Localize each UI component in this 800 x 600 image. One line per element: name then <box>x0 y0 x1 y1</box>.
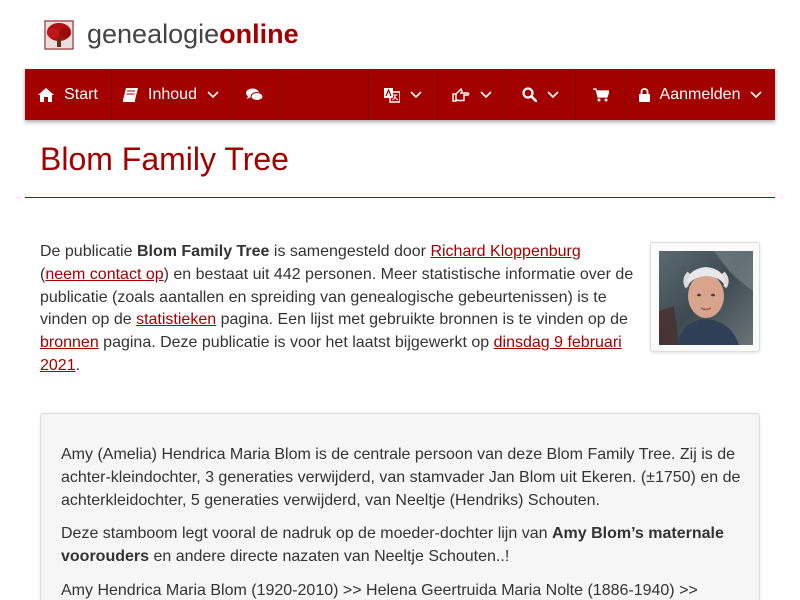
description-paragraph-3: Amy Hendrica Maria Blom (1920-2010) >> Helena Geertruida Maria Nolte (1886-1940) >> <box>61 581 698 599</box>
intro-text-7: . <box>75 356 81 374</box>
brand-part-genealogie: genealogie <box>87 19 220 49</box>
chevron-down-icon <box>480 91 492 99</box>
nav-inhoud-label: Inhoud <box>148 85 197 103</box>
nav-aanmelden-label: Aanmelden <box>659 85 741 103</box>
intro-text-6: pagina. Deze publicatie is voor het laatst bijgewerkt op <box>98 334 494 352</box>
author-photo[interactable] <box>659 251 753 345</box>
publication-intro <box>40 241 640 378</box>
main-navbar <box>25 69 775 120</box>
translate-icon <box>384 87 400 103</box>
author-photo-frame <box>650 242 760 352</box>
nav-actions[interactable] <box>438 69 506 120</box>
nav-aanmelden[interactable] <box>626 69 775 120</box>
book-icon <box>123 88 138 102</box>
home-icon <box>38 88 54 102</box>
nav-language[interactable] <box>369 69 438 120</box>
nav-cart[interactable] <box>576 69 626 120</box>
intro-text-5: pagina. Een lijst met gebruikte bronnen is te vinden op de <box>216 311 628 329</box>
site-header <box>0 0 800 69</box>
nav-inhoud[interactable] <box>112 69 231 120</box>
nav-chat[interactable] <box>231 69 279 120</box>
tree-logo-icon[interactable] <box>44 20 74 50</box>
author-link[interactable]: Richard Kloppenburg <box>430 243 581 260</box>
intro-text-2: is samengesteld door <box>269 243 431 260</box>
pointing-hand-icon <box>452 88 470 102</box>
intro-text-3: ( <box>40 265 46 283</box>
description-text <box>61 444 741 600</box>
brand-name[interactable] <box>87 17 299 51</box>
nav-search[interactable] <box>506 69 576 120</box>
search-icon <box>522 87 537 102</box>
description-p2-emphasis: Amy Blom’s maternale voorouders <box>61 525 724 566</box>
description-paragraph-2 <box>61 523 741 569</box>
description-paragraph-1: Amy (Amelia) Hendrica Maria Blom is de centrale persoon van deze Blom Family Tree. Zij is de achter-kleindochter, 3 generaties verwijderd, van stamvader Jan Blom uit Ekeren. (±1750) en de achterkleidochter, 5 generaties verwijderd, van Neeltje (Hendriks) Schouten. <box>61 446 741 509</box>
nav-spacer <box>279 69 369 120</box>
chevron-down-icon <box>547 91 559 99</box>
chevron-down-icon <box>410 91 422 99</box>
title-divider <box>25 197 775 198</box>
chat-icon <box>246 88 263 102</box>
publication-name: Blom Family Tree <box>136 243 270 260</box>
chevron-down-icon <box>207 91 219 99</box>
description-p2-text-c: en andere directe nazaten van Neeltje Schouten..! <box>149 548 510 566</box>
nav-start-label: Start <box>64 85 98 103</box>
nav-start[interactable] <box>25 69 112 120</box>
statistics-link[interactable]: statistieken <box>136 311 217 329</box>
description-panel <box>40 413 760 600</box>
brand-part-online: online <box>219 19 299 49</box>
sources-link[interactable]: bronnen <box>40 334 99 352</box>
lock-icon <box>639 88 650 102</box>
cart-icon <box>593 88 609 102</box>
last-updated-link[interactable]: dinsdag 9 februari 2021 <box>40 334 622 374</box>
chevron-down-icon <box>750 91 762 99</box>
page-title: Blom Family Tree <box>40 141 289 177</box>
intro-text-1: De publicatie <box>40 243 137 260</box>
description-p2-text-a: Deze stamboom legt vooral de nadruk op de moeder-dochter lijn van <box>61 525 552 543</box>
intro-text-4: ) en bestaat uit 442 personen. Meer statistische informatie over de publicatie (zoals aantallen en spreiding van genealogische gebeurtenissen) is te vinden op de <box>40 265 634 329</box>
contact-link[interactable]: neem contact op <box>45 265 164 283</box>
